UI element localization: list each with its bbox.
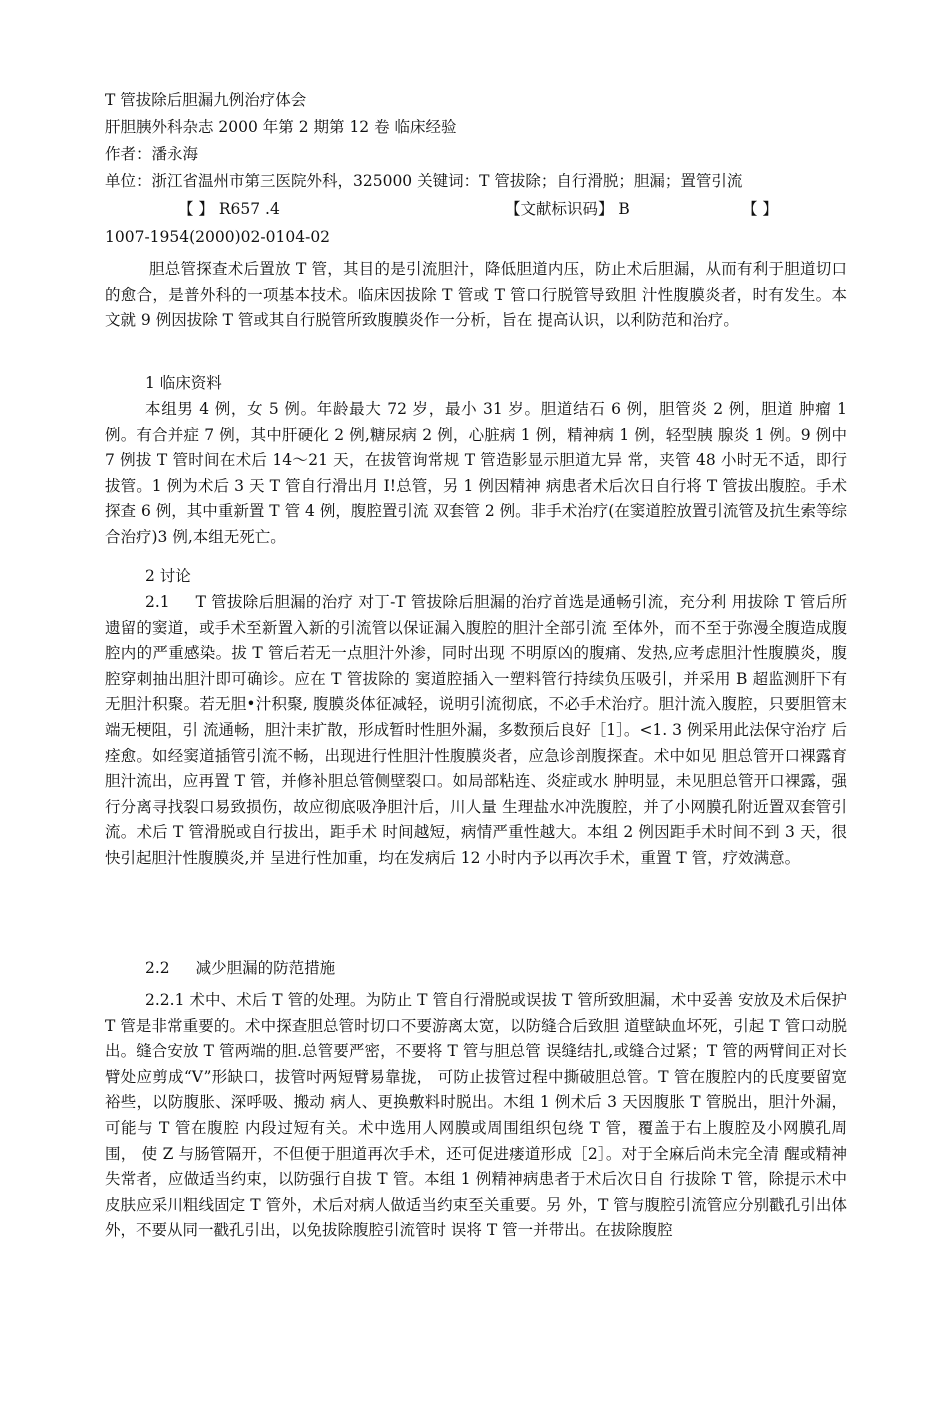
document-code: 【文献标识码】 B bbox=[505, 200, 630, 218]
section-1-paragraph: 本组男 4 例，女 5 例。年龄最大 72 岁，最小 31 岁。胆道结石 6 例，胆管炎 2 例，胆道 肿瘤 1 例。有合并症 7 例，其中肝硬化 2 例,糖尿病 2 例，心脏病 1 例，精神病 1 例，轻型胰 腺炎 1 例。9 例中 7 例拔 T 管时间在术后 14〜21 天，在拔管询常规 T 管造影显示胆道尢异 常，夹管 48 小时无不适，即行拔管。1 例为术后 3 天 T 管自行滑出月 I!总管，另 1 例因精神 病患者术后次日自行将 T 管拔出腹腔。手术探查 6 例，其中重新置 T 管 4 例，腹腔置引流 双套管 2 例。非手术治疗(在窦道腔放置引流管及抗生索等综合治疗)3 例,本组无死亡。 bbox=[105, 400, 847, 546]
subsection-2-1-paragraph bbox=[105, 590, 847, 872]
subsection-2-2-number: 2.2 bbox=[145, 959, 170, 977]
journal-info: 肝胆胰外科杂志 2000 年第 2 期第 12 卷 临床经验 bbox=[105, 118, 457, 136]
subsection-2-2-title: 减少胆漏的防范措施 bbox=[195, 959, 336, 977]
article-number: 1007-1954(2000)02-0104-02 bbox=[105, 228, 331, 246]
article-id-bracket: 【 】 bbox=[742, 200, 778, 218]
intro-paragraph: 胆总管探查术后置放 T 管，其目的是引流胆汁，降低胆道内压，防止术后胆漏，从而有利于胆道切口的愈合，是普外科的一项基本技术。临床因拔除 T 管或 T 管口行脱管导致胆 汁性腹膜炎者，时有发生。本文就 9 例因拔除 T 管或其自行脱管所致腹膜炎作一分析，旨在 提高认识，以利防范和治疗。 bbox=[105, 260, 847, 330]
affiliation-keywords: 单位：浙江省温州市第三医院外科，325000 关键词：T 管拔除；自行滑脱；胆漏；置管引流 bbox=[105, 172, 743, 190]
article-title: T 管拔除后胆漏九例治疗体会 bbox=[105, 91, 307, 109]
section-2-heading: 2 讨论 bbox=[145, 567, 191, 585]
subsection-2-1-number: 2.1 bbox=[145, 593, 170, 611]
subsection-2-2-heading bbox=[145, 958, 335, 978]
subsection-2-2-1-paragraph: 2.2.1 术中、术后 T 管的处理。为防止 T 管自行滑脱或误拔 T 管所致胆漏，术中妥善 安放及术后保护 T 管是非常重要的。术中探查胆总管时切口不要游离太宽，以防缝合后致胆 道壁缺血坏死，引起 T 管口动脱出。缝合安放 T 管两端的胆.总管要严密，不要将 T 管与胆总管 误缝结扎,或缝合过紧；T 管的两臂间正对长臂处应剪成“V”形缺口，拔管吋两短臂易靠拢， 可防止拔管过程中撕破胆总管。T 管在腹腔内的氏度要留宽裕些，以防腹胀、深呼吸、搬动 病人、更换敷料时脱出。木组 1 例术后 3 天因腹胀 T 管脱出，胆汁外漏，可能与 T 管在腹腔 内段过短有关。术中选用人网膜或周围组织包绕 T 管，覆盖于右上腹腔及小网膜孔周围， 使 Z 与肠管隔开，不但便于胆道再次手术，还可促进瘘道形成［2］。对于全麻后尚未完全清 醒或精神失常者，应做适当约束，以防强行自拔 T 管。本组 1 例精神病患者于术后次日自 行拔除 T 管，除提示术中皮肤应采川粗线固定 T 管外，术后对病人做适当约束至关重要。另 外，T 管与腹腔引流管应分别戳孔引出体外，不要从同一戳孔引出，以免拔除腹腔引流管时 误将 T 管一并带出。在拔除腹腔 bbox=[105, 991, 847, 1240]
section-1-heading: 1 临床资料 bbox=[145, 374, 222, 392]
subsection-2-1-text: T 管拔除后胆漏的治疗 对丁-T 管拔除后胆漏的治疗首选是通畅引流，充分利 用拔除 T 管后所遗留的窦道，或手术至新置入新的引流管以保证漏入腹腔的胆汁全部引流 至体外，而不至于弥漫全腹造成腹腔内的严重感染。拔 T 管后若无一点胆汁外渗，同时出现 不明原凶的腹痛、发热,应考虑胆汁性腹膜炎，腹腔穿刺抽出胆汁即可确诊。应在 T 管拔除的 窦道腔插入一塑料管行持续负压吸引，并采用 B 超监测肝下有无胆汁积聚。若无胆•汁积聚, 腹膜炎体征减轻，说明引流彻底，不必手术治疗。胆汁流入腹腔，只要胆管末端无梗阻，引 流通畅，胆汁耒扩散，形成暂时性胆外漏，多数预后良好［1］。<1. 3 例采用此法保守治疗 后痊愈。如经窦道插管引流不畅，出现进行性胆汁性腹膜炎者，应急诊剖腹探査。术中如见 胆总管开口裸露育胆汁流出，应再置 T 管，并修补胆总管侧壁裂口。如局部粘连、炎症或水 肿明显，未见胆总管开口裸露，强行分离寻找裂口易致损伤，故应彻底吸净胆汁后，川人量 生理盐水冲洗腹腔，并了小网膜孔附近置双套管引流。术后 T 管滑脱或自行拔出，距手术 时间越短，病情严重性越大。本组 2 例因距手术时间不到 3 天，很快引起胆汁性腹膜炎,并 呈进行性加重，均在发病后 12 小时内予以再次手术，重置 T 管，疗效满意。 bbox=[105, 593, 847, 867]
classification-number: 【 】 R657 .4 bbox=[178, 200, 280, 218]
author-line: 作者：潘永海 bbox=[105, 145, 199, 163]
